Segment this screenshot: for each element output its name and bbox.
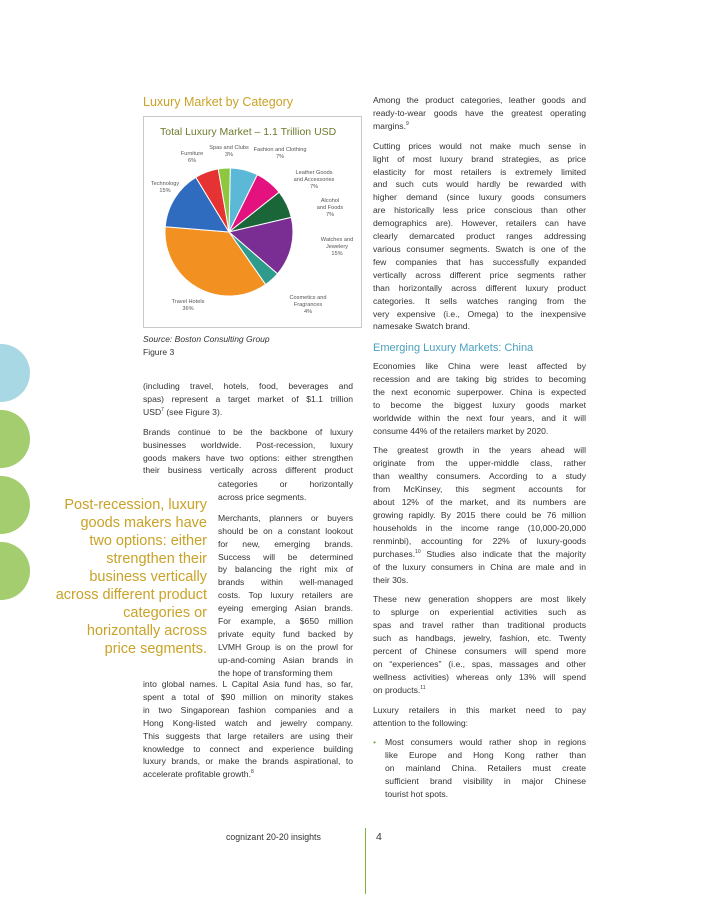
pull-quote: Post-recession, luxury goods makers have two options: either strengthen their business vertically across different product categories or horizontally across price segments. [55, 497, 207, 657]
paragraph: into global names. L Capital Asia fund has, so far, spent a total of $90 million on minority stakes in two Singaporean fashion companies and a Hong Kong-listed watch and jewelry company. This suggests that large retailers are using their knowledge to connect and experience building luxury brands, or make the brands aspirational, to accelerate profitable growth.$^8$ [143, 679, 353, 780]
footer-brand: cognizant 20-20 insights [226, 832, 321, 842]
pie-label-spas: Spas and Clubs 3% [209, 145, 249, 158]
page-number: 4 [376, 831, 382, 843]
pie-label-travel: Travel Hotels 36% [171, 299, 205, 312]
decorative-circle-blue [0, 344, 30, 402]
paragraph: (including travel, hotels, food, beverages and spas) represent a target market of $1.1 trillion USD$^7$ (see Figure 3). [143, 381, 353, 417]
right-column-text [373, 94, 586, 333]
right-column-lower-text [373, 360, 586, 801]
paragraph: Luxury retailers in this market need to pay attention to the following: [373, 704, 586, 728]
paragraph: Brands continue to be the backbone of luxury businesses worldwide. Post-recession, luxury goods makers have two options: either strengthen their business vertically across different product [143, 426, 353, 476]
decorative-circle-green [0, 542, 30, 600]
chart-title: Total Luxury Market – 1.1 Trillion USD [160, 126, 337, 138]
pie-label-fashion: Fashion and Clothing 7% [253, 147, 307, 160]
paragraph: categories or horizontally across price segments. [218, 479, 353, 502]
figure-source: Source: Boston Consulting Group [143, 334, 270, 344]
narrow-column-text [218, 478, 353, 680]
bullet-icon: • [373, 737, 377, 748]
figure-number: Figure 3 [143, 347, 175, 357]
decorative-circle-green [0, 410, 30, 468]
footer-divider [365, 828, 366, 894]
list-item: • Most consumers would rather shop in regions like Europe and Hong Kong rather than on mainland China. Retailers must create sufficient brand visibility in major Chinese tourist hot spots. [373, 737, 586, 800]
paragraph: These new generation shoppers are most likely to splurge on experiential activities such as spas and travel rather than traditional products such as handbags, jewelry, fashion, etc. Twenty percent of Chinese consumers will spend more on “experiences” (i.e., spas, massages and other wellness activities) whereas only 13% will spend on products.$^{11}$ [373, 594, 586, 695]
pie-label-furniture: Furniture 6% [180, 151, 204, 164]
decorative-circle-green [0, 476, 30, 534]
paragraph: Economies like China were least affected by recession and are taking big strides to becoming the next economic superpower. China is expected to become the biggest luxury goods market worldwide within the next four years, and it will consume 44% of the retailers market by 2020. [373, 361, 586, 436]
pie-label-leather: Leather Goods and Accessories 7% [293, 170, 335, 190]
left-column-text [143, 380, 353, 477]
pie-label-cosmetics: Cosmetics and Fragrances 4% [289, 295, 327, 315]
paragraph: Cutting prices would not make much sense in light of most luxury brand strategies, as price elasticity for most retailers is extremely limited and such cuts would hardly be rewarded with higher demand (since luxury goods consumers are historically less price conscious than other demographics are). However, retailers can have clearly demarcated product ranges addressing various consumer segments. Swatch is one of the few companies that has successfully expanded vertically across different price segments rather than horizontally across different luxury product categories. It sells watches ranging from the very expensive (i.e., Omega) to the inexpensive namesake Swatch brand. [373, 140, 586, 332]
section-heading: Emerging Luxury Markets: China [373, 342, 534, 354]
pie-label-watches: Watches and Jewelery 15% [320, 237, 354, 257]
figure-title: Luxury Market by Category [143, 95, 294, 109]
pie-label-alcohol: Alcohol and Foods 7% [316, 198, 344, 218]
paragraph: Merchants, planners or buyers should be on a constant lookout for new, emerging brands. Success will be determined by balancing the right mix of brands within well-managed costs. Top luxury retailers are eyeing emerging Asian brands. For example, a $650 million private equity fund backed by LVMH Group is on the prowl for up-and-coming Asian brands in the hope of transforming them [218, 512, 353, 678]
bullet-list [373, 736, 586, 801]
pie-label-technology: Technology 15% [150, 181, 180, 194]
paragraph: The greatest growth in the years ahead will originate from the upper-middle class, rather than wealthy consumers. According to a study from McKinsey, this segment accounts for about 12% of the market, and its numbers are growing rapidly. By 2015 there could be 76 million households in the income range (10,000-20,000 renminbi), accounting for 22% of luxury-goods purchases.$^{10}$ Studies also indicate that the majority of the luxury consumers in China are male and in their 30s. [373, 445, 586, 585]
paragraph: Among the product categories, leather goods and ready-to-wear goods have the greatest operating margins.$^9$ [373, 95, 586, 131]
left-column-continuation [143, 678, 353, 781]
